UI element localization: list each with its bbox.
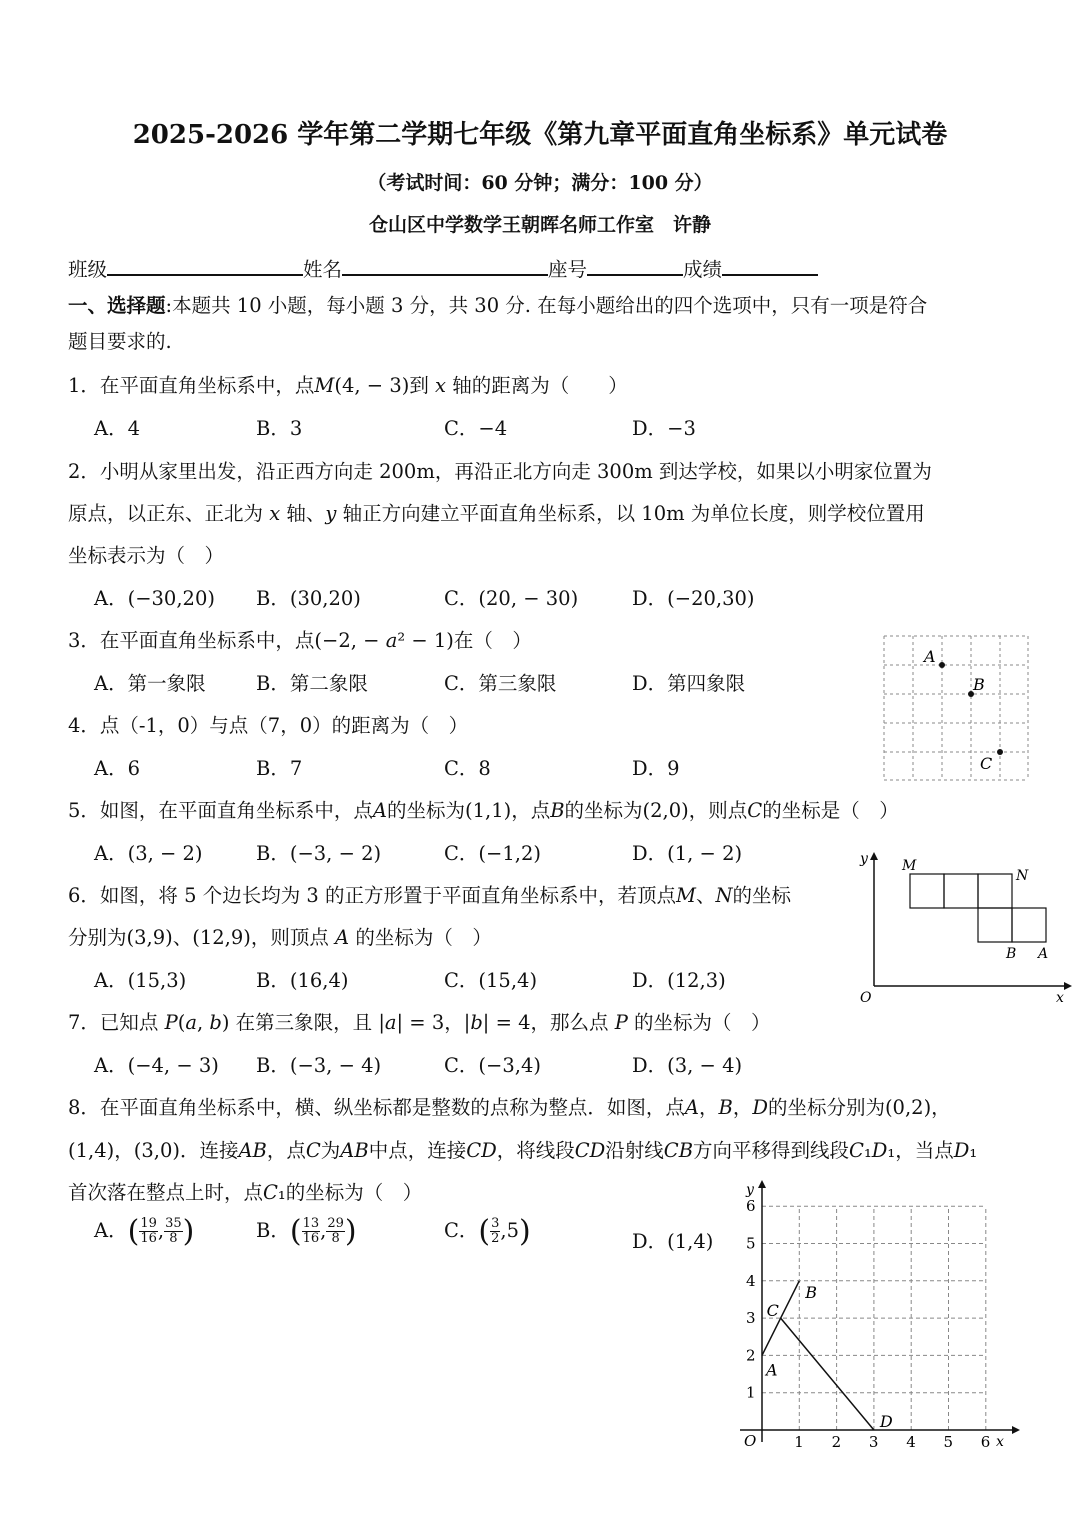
q8-ytick: 2 (746, 1346, 756, 1365)
q6-figure (852, 848, 1074, 1008)
q3-option-b[interactable]: B．第二象限 (256, 672, 368, 695)
q5-grid (884, 636, 1028, 780)
q8-option-b[interactable]: B．( $\frac{13}{16}$ , $\frac{29}{8}$ ) (256, 1214, 357, 1249)
q1-option-b[interactable]: B．3 (256, 417, 303, 440)
q8-label-d: D (879, 1412, 893, 1431)
q8-option-b-label: B． (256, 1219, 290, 1242)
q8-xtick: 6 (980, 1433, 991, 1448)
q6-label-y: y (860, 851, 868, 867)
q6-option-c[interactable]: C．(15,4) (444, 969, 538, 992)
q8-x-ticks (794, 1433, 990, 1448)
q8-label-a: A (766, 1360, 778, 1380)
q6-squares (910, 874, 1046, 942)
score-label: 成绩 (683, 258, 723, 281)
q8-option-c-label: C． (444, 1219, 479, 1242)
q5-label-b: B (973, 675, 985, 694)
q5-label-a: A (924, 647, 936, 666)
q8-option-c-frac: $\frac{3}{2}$ (491, 1216, 500, 1246)
q6-label-b: B (1006, 946, 1017, 962)
section-desc: :本题共 10 小题，每小题 3 分，共 30 分. 在每小题给出的四个选项中，只有一项是符合 (165, 294, 928, 317)
section-title: 一、选择题 (68, 294, 166, 317)
q3-option-a[interactable]: A．第一象限 (94, 672, 206, 695)
q8-ytick: 3 (746, 1309, 756, 1328)
q5-option-c[interactable]: C．(−1,2) (444, 842, 541, 865)
q6-y-arrow-icon (870, 852, 878, 860)
q6-option-b[interactable]: B．(16,4) (256, 969, 349, 992)
q7-option-b[interactable]: B．(−3, − 4) (256, 1054, 382, 1077)
q8-option-a-frac-1: $\frac{19}{16}$ (140, 1216, 157, 1246)
q1-option-a[interactable]: A．4 (94, 417, 140, 440)
q8-label-x: x (996, 1434, 1004, 1448)
q2-option-a[interactable]: A．(−30,20) (94, 587, 215, 610)
q5-figure (880, 632, 1030, 782)
name-blank[interactable] (342, 254, 548, 276)
q8-option-a-frac-2: $\frac{35}{8}$ (165, 1216, 182, 1246)
q2-line1: 2．小明从家里出发，沿正西方向走 200m，再沿正北方向走 300m 到达学校，如果以小明家位置为 (68, 460, 932, 483)
q4-option-d[interactable]: D．9 (632, 757, 680, 780)
q8-xtick: 4 (906, 1433, 916, 1448)
q8-line2: (1,4)，(3,0)．连接𝐴𝐵，点𝐶为𝐴𝐵中点，连接𝐶𝐷，将线段𝐶𝐷沿射线𝐶𝐵方向平移得到线段𝐶₁𝐷₁，当点𝐷₁ (68, 1139, 978, 1162)
q2-line2: 原点，以正东、正北为 𝑥 轴、𝑦 轴正方向建立平面直角坐标系，以 10m 为单位长度，则学校位置用 (68, 502, 925, 525)
q8-option-d[interactable]: D．(1,4) (632, 1230, 714, 1253)
q8-xtick: 3 (868, 1433, 879, 1448)
q8-option-b-frac-2: $\frac{29}{8}$ (327, 1216, 344, 1246)
q6-label-a: A (1038, 946, 1049, 962)
author-line: 仓山区中学数学王朝晖名师工作室 许静 (368, 214, 711, 236)
q6-line2: 分别为(3,9)、(12,9)，则顶点 𝐴 的坐标为（ ） (68, 926, 492, 949)
q8-option-a-label: A． (94, 1219, 128, 1242)
score-blank[interactable] (722, 254, 818, 276)
q8-y-ticks (746, 1197, 756, 1402)
q7-option-d[interactable]: D．(3, − 4) (632, 1054, 743, 1077)
seat-blank[interactable] (587, 254, 683, 276)
q8-option-c[interactable]: C．( $\frac{3}{2}$ ,5) (444, 1214, 531, 1249)
q6-label-m: M (902, 858, 917, 874)
q5-option-d[interactable]: D．(1, − 2) (632, 842, 743, 865)
q8-option-b-frac-1: $\frac{13}{16}$ (302, 1216, 320, 1246)
section-heading (68, 290, 927, 318)
q1-option-c[interactable]: C．−4 (444, 417, 508, 440)
q8-ytick: 1 (746, 1383, 756, 1402)
q8-line1: 8．在平面直角坐标系中，横、纵坐标都是整数的点称为整点．如图，点𝐴，𝐵，𝐷的坐标分别为(0,2)， (68, 1096, 951, 1119)
q5-label-c: C (980, 754, 993, 773)
section-desc-2: 题目要求的. (68, 330, 172, 353)
q4-option-b[interactable]: B．7 (256, 757, 303, 780)
q8-ytick: 4 (746, 1271, 756, 1290)
q4-text: 4．点（-1，0）与点（7，0）的距离为（ ） (68, 714, 469, 737)
q5-point-c (997, 749, 1003, 755)
q5-option-a[interactable]: A．(3, − 2) (94, 842, 203, 865)
q2-line3: 坐标表示为（ ） (68, 544, 225, 567)
q6-option-d[interactable]: D．(12,3) (632, 969, 726, 992)
q5-point-a (939, 662, 945, 668)
class-label: 班级 (68, 258, 108, 281)
q5-text: 5．如图，在平面直角坐标系中，点𝐴的坐标为(1,1)，点𝐵的坐标为(2,0)，则点𝐶的坐标是（ ） (68, 799, 899, 822)
q6-x-arrow-icon (1064, 982, 1072, 990)
q5-option-b[interactable]: B．(−3, − 2) (256, 842, 382, 865)
q8-label-c: C (766, 1301, 779, 1321)
q8-y-arrow-icon (758, 1180, 766, 1188)
q3-option-c[interactable]: C．第三象限 (444, 672, 557, 695)
q6-option-a[interactable]: A．(15,3) (94, 969, 187, 992)
q8-option-a[interactable]: A．( $\frac{19}{16}$ , $\frac{35}{8}$ ) (94, 1214, 195, 1249)
q8-label-b: B (805, 1282, 818, 1302)
q6-label-n: N (1016, 868, 1029, 884)
q8-x-arrow-icon (1012, 1426, 1020, 1434)
q1-option-d[interactable]: D．−3 (632, 417, 696, 440)
name-label: 姓名 (303, 258, 343, 281)
q3-text: 3．在平面直角坐标系中，点(−2, − 𝑎² − 1)在（ ） (68, 629, 532, 652)
q8-segment-cd (781, 1318, 874, 1430)
student-info-row (68, 254, 818, 282)
q7-option-a[interactable]: A．(−4, − 3) (94, 1054, 219, 1077)
q6-line1: 6．如图，将 5 个边长均为 3 的正方形置于平面直角坐标系中，若顶点𝑀、𝑁的坐标 (68, 884, 792, 907)
q8-figure (720, 1176, 1020, 1448)
q2-option-d[interactable]: D．(−20,30) (632, 587, 755, 610)
class-blank[interactable] (107, 254, 303, 276)
q8-xtick: 1 (794, 1433, 804, 1448)
q4-option-a[interactable]: A．6 (94, 757, 140, 780)
seat-label: 座号 (548, 258, 588, 281)
q2-option-c[interactable]: C．(20, − 30) (444, 587, 579, 610)
q8-xtick: 5 (943, 1433, 954, 1448)
q8-ytick: 5 (746, 1234, 756, 1253)
q6-label-o: O (860, 990, 872, 1006)
q1-text: 1．在平面直角坐标系中，点𝑀(4, − 3)到 𝑥 轴的距离为（ ） (68, 374, 628, 397)
q7-option-c[interactable]: C．(−3,4) (444, 1054, 541, 1077)
q7-text: 7．已知点 𝑃(𝑎, 𝑏) 在第三象限，且 |𝑎| = 3，|𝑏| = 4，那么点 𝑃 的坐标为（ ） (68, 1011, 771, 1034)
q2-option-b[interactable]: B．(30,20) (256, 587, 361, 610)
q8-label-y: y (746, 1182, 754, 1198)
q6-label-x: x (1056, 990, 1064, 1006)
q8-grid (762, 1206, 986, 1430)
q3-option-d[interactable]: D．第四象限 (632, 672, 746, 695)
q8-xtick: 2 (831, 1433, 842, 1448)
page-title: 2025-2026 学年第二学期七年级《第九章平面直角坐标系》单元试卷 (132, 120, 948, 150)
q4-option-c[interactable]: C．8 (444, 757, 491, 780)
q8-label-o: O (744, 1432, 757, 1448)
exam-info: （考试时间：60 分钟；满分：100 分） (367, 172, 713, 194)
q8-ytick: 6 (746, 1197, 756, 1216)
q8-line3: 首次落在整点上时，点𝐶₁的坐标为（ ） (68, 1181, 423, 1204)
